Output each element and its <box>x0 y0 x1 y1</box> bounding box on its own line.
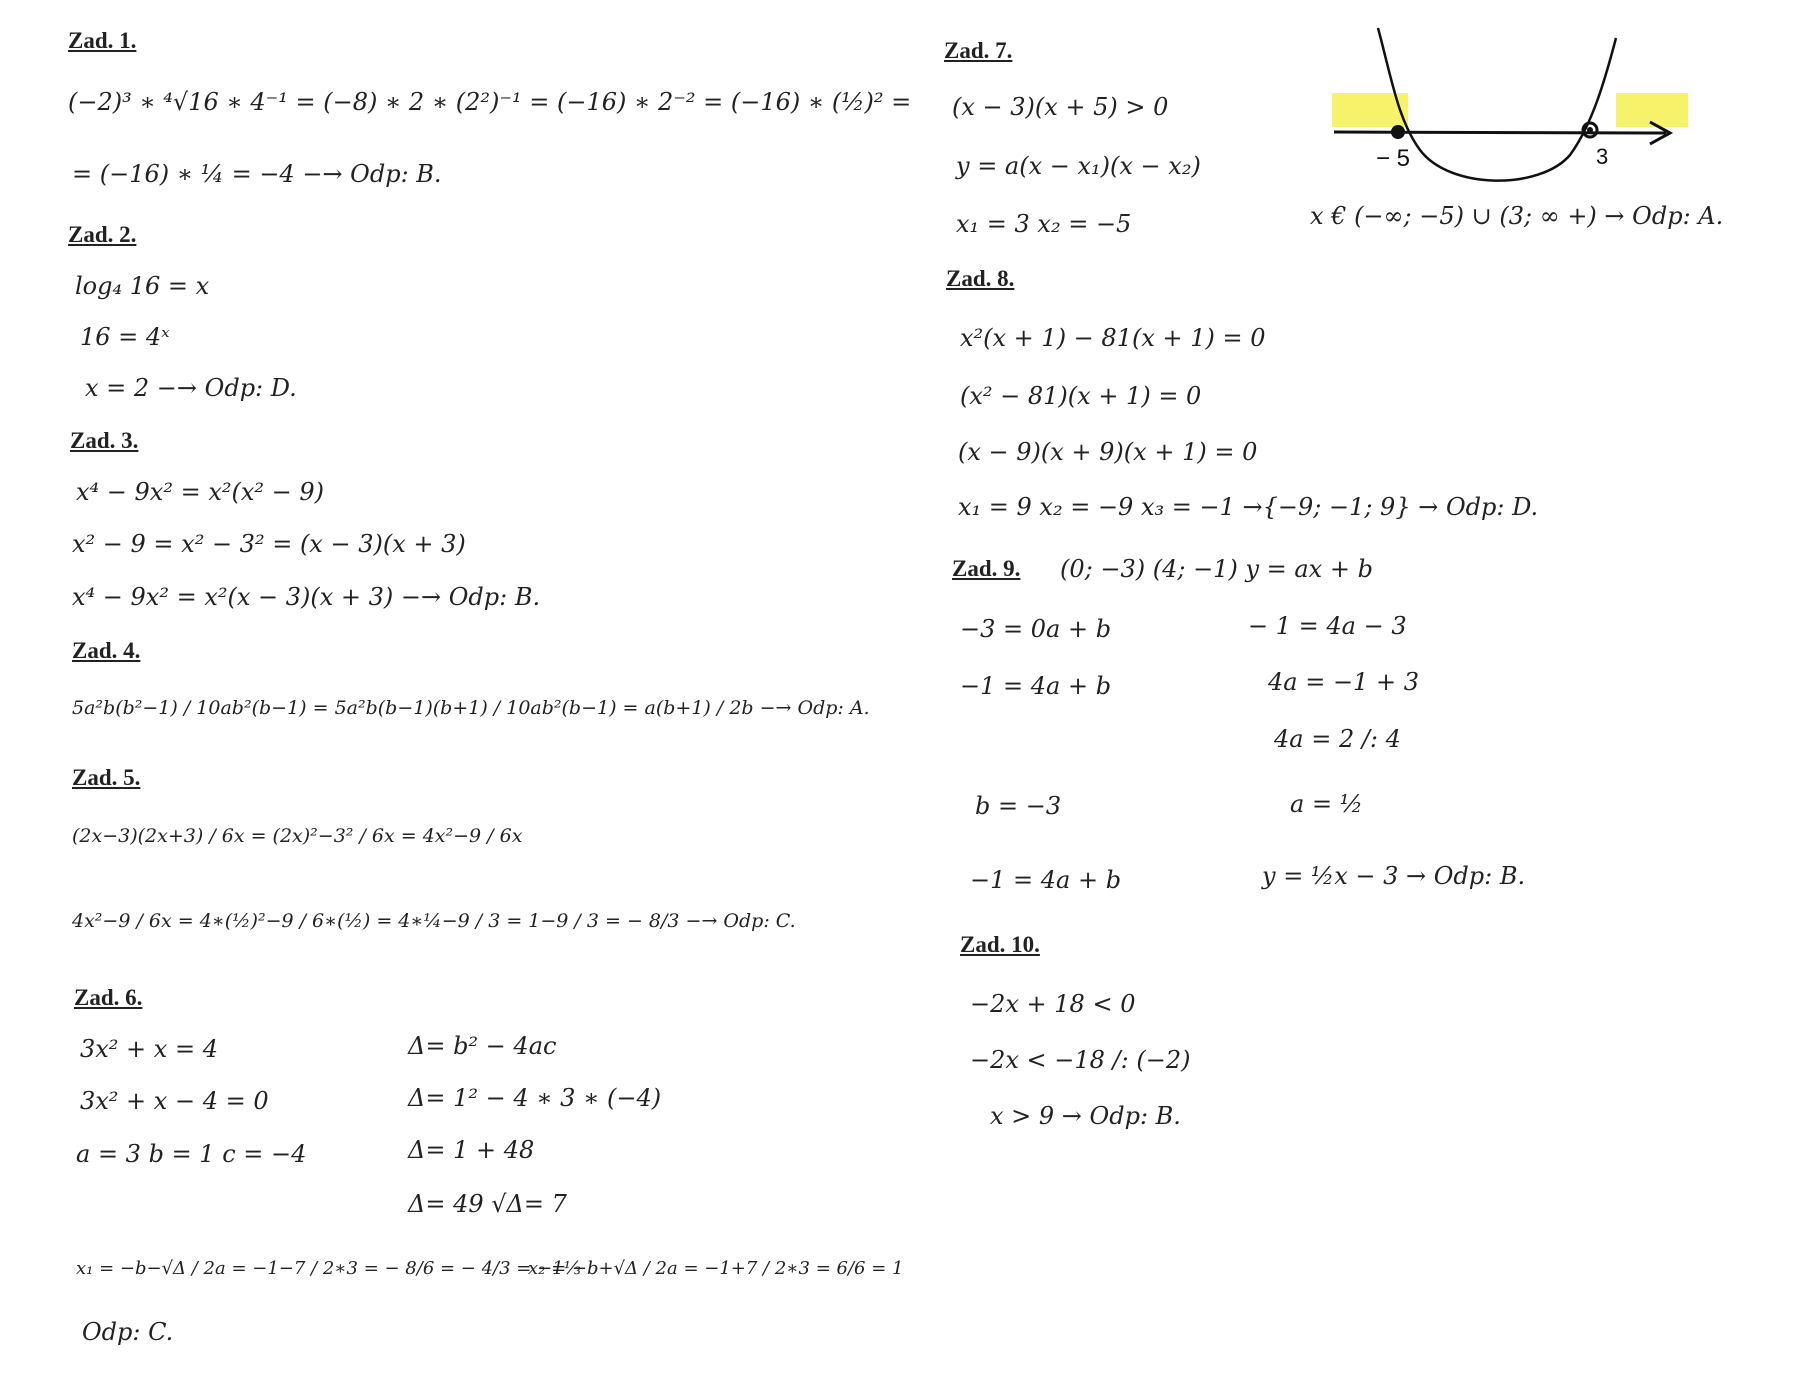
task-9-left-2: −1 = 4a + b <box>960 672 1112 700</box>
task-9-right-4: a = ½ <box>1290 790 1363 818</box>
task-3-line-1: x⁴ − 9x² = x²(x² − 9) <box>76 478 324 506</box>
task-7-line-2: y = a(x − x₁)(x − x₂) <box>956 152 1201 180</box>
task-6-answer: Odp: C. <box>82 1318 174 1346</box>
task-8-line-1: x²(x + 1) − 81(x + 1) = 0 <box>960 324 1266 352</box>
task-6-x2: x₂ = −b+√Δ / 2a = −1+7 / 2∗3 = 6/6 = 1 <box>528 1258 904 1279</box>
task-6-heading: Zad. 6. <box>74 985 143 1010</box>
task-4-heading: Zad. 4. <box>72 638 141 663</box>
task-10-line-2: −2x < −18 /: (−2) <box>970 1046 1191 1074</box>
task-6-left-1: 3x² + x = 4 <box>80 1035 218 1063</box>
task-3-line-2: x² − 9 = x² − 3² = (x − 3)(x + 3) <box>72 530 466 558</box>
task-8-line-2: (x² − 81)(x + 1) = 0 <box>960 382 1202 410</box>
task-10-line-3: x > 9 → Odp: B. <box>990 1102 1181 1130</box>
task-3-heading: Zad. 3. <box>70 428 139 453</box>
task-9-left-4: −1 = 4a + b <box>970 866 1122 894</box>
task-6-x1: x₁ = −b−√Δ / 2a = −1−7 / 2∗3 = − 8/6 = − 4/3 = −1⅓ <box>76 1258 582 1279</box>
task-5-heading: Zad. 5. <box>72 765 141 790</box>
task-1-line-1: (−2)³ ∗ ⁴√16 ∗ 4⁻¹ = (−8) ∗ 2 ∗ (2²)⁻¹ = (−16) ∗ 2⁻² = (−16) ∗ (½)² = <box>68 88 912 116</box>
task-9-right-1: − 1 = 4a − 3 <box>1248 612 1407 640</box>
task-9-header-rest: (0; −3) (4; −1) y = ax + b <box>1060 555 1373 583</box>
task-2-line-2: 16 = 4ˣ <box>80 323 170 351</box>
task-2-line-3: x = 2 −→ Odp: D. <box>85 374 297 402</box>
parabola-curve <box>1378 28 1616 181</box>
task-1-heading: Zad. 1. <box>68 28 137 53</box>
task-6-left-2: 3x² + x − 4 = 0 <box>80 1087 269 1115</box>
label-minus-5: − 5 <box>1376 145 1411 172</box>
task-9-heading: Zad. 9. <box>952 556 1021 581</box>
task-8-line-3: (x − 9)(x + 9)(x + 1) = 0 <box>958 438 1258 466</box>
task-6-right-4: Δ= 49 √Δ= 7 <box>408 1190 567 1218</box>
task-9-right-3: 4a = 2 /: 4 <box>1274 725 1401 753</box>
x-axis <box>1334 132 1666 133</box>
task-7-heading: Zad. 7. <box>944 38 1013 63</box>
task-9-right-2: 4a = −1 + 3 <box>1268 668 1419 696</box>
task-6-left-3: a = 3 b = 1 c = −4 <box>76 1140 307 1168</box>
task-10-line-1: −2x + 18 < 0 <box>970 990 1136 1018</box>
task-5-line-1: (2x−3)(2x+3) / 6x = (2x)²−3² / 6x = 4x²−9 / 6x <box>72 825 523 847</box>
root-point-minus-5 <box>1391 125 1405 139</box>
task-6-right-2: Δ= 1² − 4 ∗ 3 ∗ (−4) <box>408 1084 662 1112</box>
task-1-line-2: = (−16) ∗ ¼ = −4 −→ Odp: B. <box>72 160 442 188</box>
task-4-line: 5a²b(b²−1) / 10ab²(b−1) = 5a²b(b−1)(b+1) / 10ab²(b−1) = a(b+1) / 2b −→ Odp: A. <box>72 697 870 719</box>
label-3: 3 <box>1596 144 1609 169</box>
parabola-sketch <box>1320 20 1700 200</box>
task-9-left-1: −3 = 0a + b <box>960 615 1112 643</box>
task-2-line-1: log₄ 16 = x <box>75 272 210 300</box>
task-8-line-4: x₁ = 9 x₂ = −9 x₃ = −1 →{−9; −1; 9} → Odp: D. <box>958 493 1539 521</box>
task-9-left-3: b = −3 <box>975 792 1062 820</box>
task-7-solution: x € (−∞; −5) ∪ (3; ∞ +) → Odp: A. <box>1310 202 1724 230</box>
task-7-line-3: x₁ = 3 x₂ = −5 <box>956 210 1132 238</box>
task-10-heading: Zad. 10. <box>960 932 1040 957</box>
task-6-right-1: Δ= b² − 4ac <box>408 1032 557 1060</box>
task-2-heading: Zad. 2. <box>68 222 137 247</box>
task-6-right-3: Δ= 1 + 48 <box>408 1136 535 1164</box>
task-9-right-5: y = ½x − 3 → Odp: B. <box>1262 862 1526 890</box>
task-3-line-3: x⁴ − 9x² = x²(x − 3)(x + 3) −→ Odp: B. <box>72 583 541 611</box>
task-5-line-2: 4x²−9 / 6x = 4∗(½)²−9 / 6∗(½) = 4∗¼−9 / 3 = 1−9 / 3 = − 8/3 −→ Odp: C. <box>72 910 796 932</box>
task-8-heading: Zad. 8. <box>946 266 1015 291</box>
task-7-line-1: (x − 3)(x + 5) > 0 <box>952 93 1169 121</box>
